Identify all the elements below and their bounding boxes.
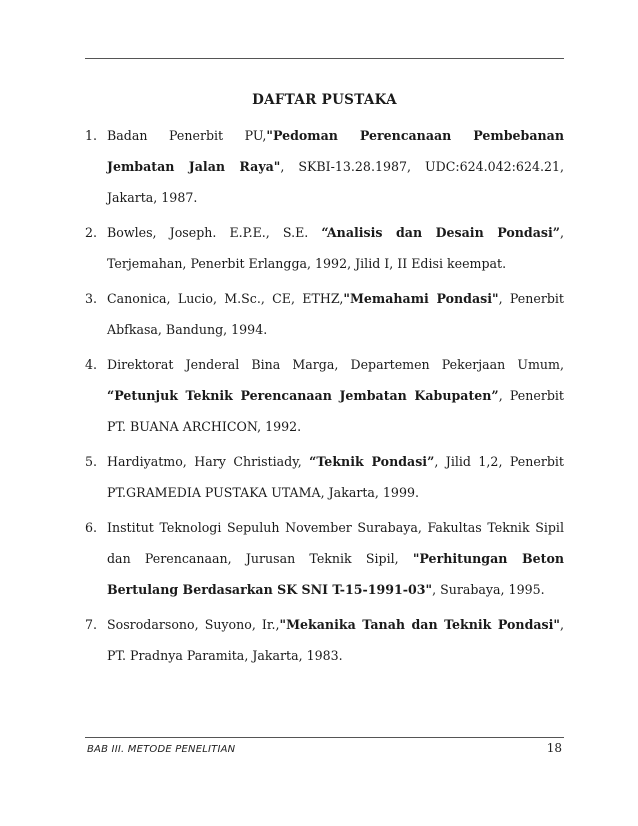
list-item [85, 217, 564, 279]
reference-number: 3. [85, 291, 98, 306]
reference-author: Sosrodarsono, Suyono, Ir., [107, 617, 280, 632]
reference-details: , PT. Pradnya Paramita, Jakarta, 1983. [107, 617, 564, 663]
list-item [85, 349, 564, 442]
reference-author: Institut Teknologi Sepuluh November Surabaya, Fakultas Teknik Sipil dan Perencanaan, Jurusan Teknik Sipil, [107, 520, 564, 566]
reference-details: , Terjemahan, Penerbit Erlangga, 1992, Jilid I, II Edisi keempat. [107, 225, 564, 271]
footer-rule [85, 737, 564, 738]
list-item [85, 446, 564, 508]
reference-number: 4. [85, 357, 98, 372]
reference-details: , Penerbit PT. BUANA ARCHICON, 1992. [107, 388, 564, 434]
page-title: DAFTAR PUSTAKA [252, 92, 397, 108]
reference-title: "Perhitungan Beton Bertulang Berdasarkan SK SNI T-15-1991-03" [107, 551, 565, 597]
reference-details: , Penerbit Abfkasa, Bandung, 1994. [107, 291, 564, 337]
reference-title: “Teknik Pondasi” [309, 454, 435, 469]
reference-author: Hardiyatmo, Hary Christiady, [107, 454, 310, 469]
list-item [85, 283, 564, 345]
reference-author: Direktorat Jenderal Bina Marga, Departemen Pekerjaan Umum, [107, 357, 564, 372]
reference-title: “Petunjuk Teknik Perencanaan Jembatan Kabupaten” [107, 388, 499, 403]
reference-details: , Jilid 1,2, Penerbit PT.GRAMEDIA PUSTAKA UTAMA, Jakarta, 1999. [107, 454, 564, 500]
reference-number: 5. [85, 454, 98, 469]
reference-author: Badan Penerbit PU, [107, 128, 267, 143]
reference-author: Bowles, Joseph. E.P.E., S.E. [107, 225, 322, 240]
reference-list [85, 120, 564, 675]
reference-title: "Pedoman Perencanaan Pembebanan Jembatan Jalan Raya" [107, 128, 564, 174]
reference-number: 1. [85, 128, 98, 143]
list-item [85, 120, 564, 213]
reference-number: 7. [85, 617, 98, 632]
reference-number: 6. [85, 520, 98, 535]
list-item [85, 609, 564, 671]
reference-number: 2. [85, 225, 98, 240]
reference-title: "Memahami Pondasi" [343, 291, 499, 306]
page-number: 18 [546, 741, 562, 755]
reference-author: Canonica, Lucio, M.Sc., CE, ETHZ, [107, 291, 344, 306]
reference-details: , SKBI-13.28.1987, UDC:624.042:624.21, Jakarta, 1987. [107, 159, 564, 205]
reference-details: , Surabaya, 1995. [432, 582, 545, 597]
reference-title: "Mekanika Tanah dan Teknik Pondasi" [279, 617, 560, 632]
list-item [85, 512, 564, 605]
reference-title: “Analisis dan Desain Pondasi” [321, 225, 560, 240]
footer-chapter: BAB III. METODE PENELITIAN [87, 744, 236, 755]
header-rule [85, 58, 564, 59]
